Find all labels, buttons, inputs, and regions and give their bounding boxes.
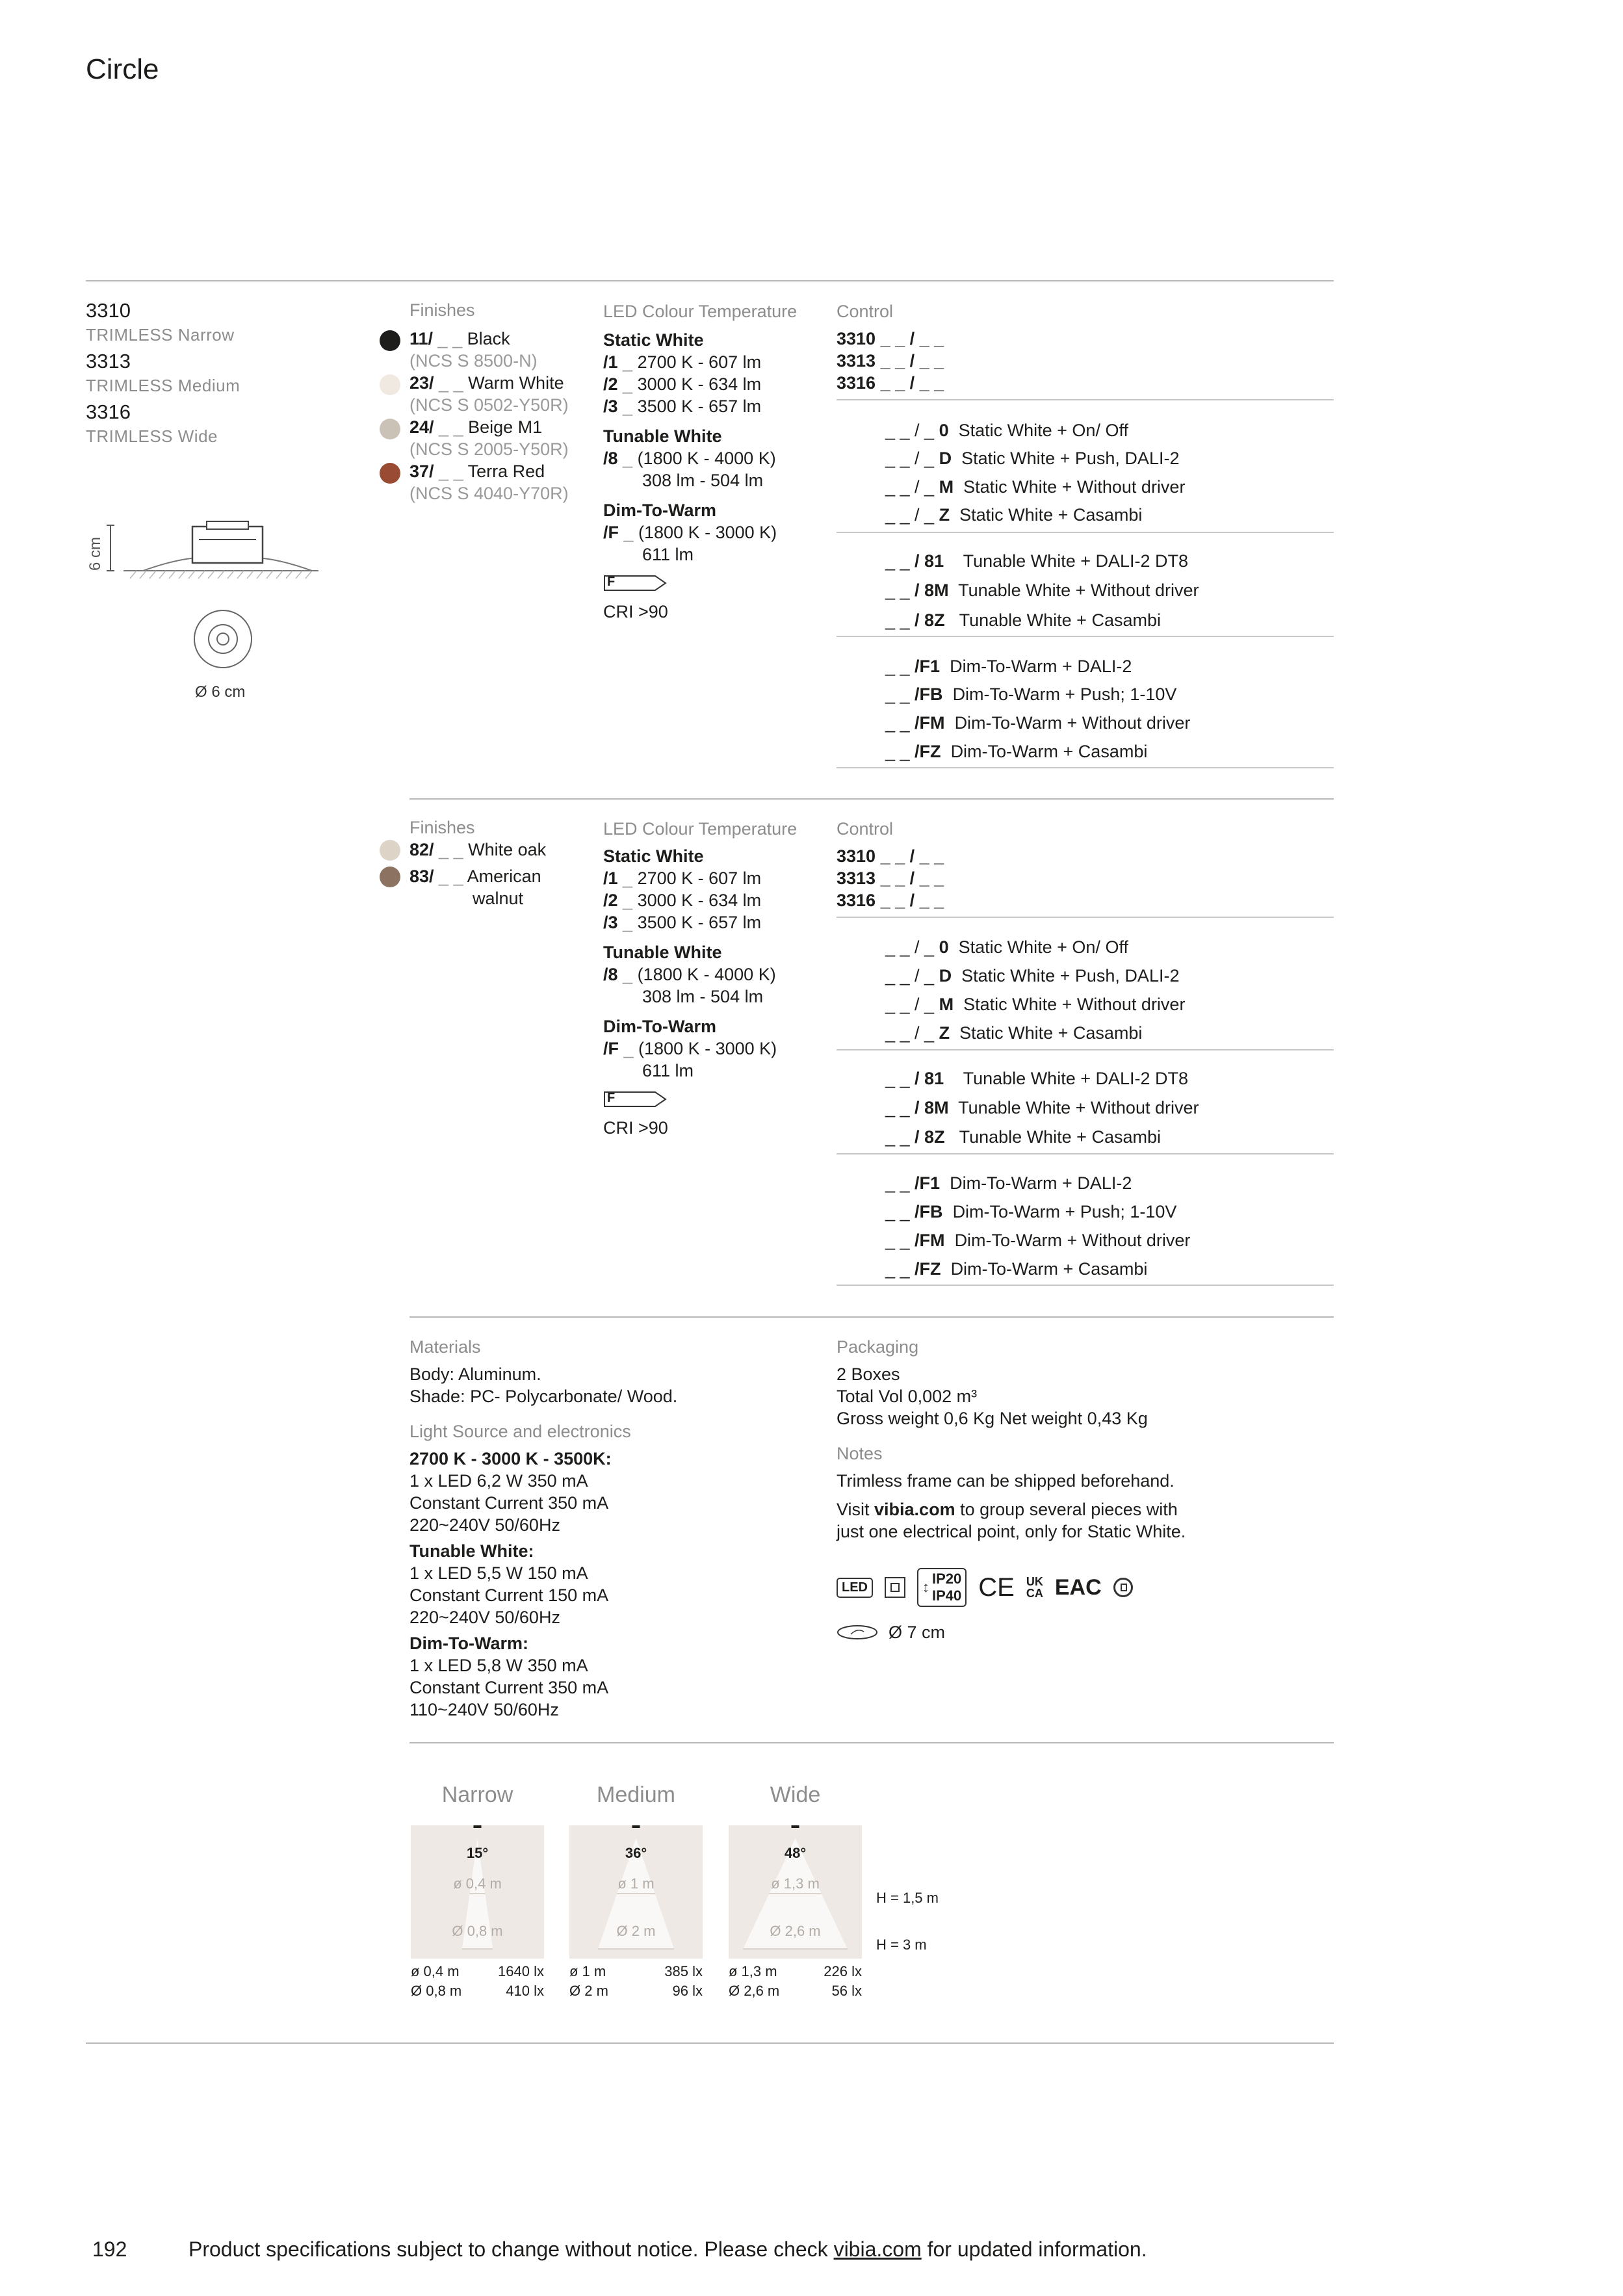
divider [86,2042,1334,2044]
control-title: Control [837,819,894,839]
divider [837,1153,1334,1155]
beam-row-diameter: Ø 2 m [569,1983,608,1999]
led-option: /3 _ 3500 K - 657 lm [603,397,762,416]
class-ii-icon [885,1577,905,1598]
light-line: 110~240V 50/60Hz [409,1700,559,1719]
finish-ncs: (NCS S 2005-Y50R) [409,439,569,459]
ukca-mark-icon: UK CA [1026,1575,1043,1600]
control-option: _ _ / _ M Static White + Without driver [885,995,1186,1014]
energy-class-icon: F [603,575,668,592]
beam-angle: 48° [784,1845,807,1861]
light-line: 1 x LED 5,5 W 150 mA [409,1563,588,1583]
finish-item: 82/ _ _ White oak [409,840,547,859]
light-source-title: Light Source and electronics [409,1422,631,1441]
packaging-weight: Gross weight 0,6 Kg Net weight 0,43 Kg [837,1409,1148,1428]
dim-to-warm-title: Dim-To-Warm [603,1017,716,1036]
height-label: 6 cm [86,536,104,571]
beam-row-lux: 1640 lx [498,1963,544,1979]
tunable-white-title: Tunable White [603,943,722,962]
packaging-volume: Total Vol 0,002 m³ [837,1387,978,1406]
finish-item: 23/ _ _ Warm White [409,373,564,393]
control-column [837,818,944,911]
beam-row-lux: 226 lx [824,1963,862,1979]
ce-mark-icon: CE [978,1572,1015,1602]
finish-swatch [380,419,400,439]
model-code: 3313 [86,350,131,372]
ip-rating-icon: ↕ IP20 IP40 [917,1568,967,1607]
beam-row-lux: 410 lx [506,1983,544,1999]
beam-row-diameter: Ø 0,8 m [411,1983,462,1999]
beam-diameter-1: ø 1 m [617,1875,655,1892]
led-option: /1 _ 2700 K - 607 lm [603,868,762,888]
finish-item: 24/ _ _ Beige M1 [409,417,543,437]
control-option: _ _ /FB Dim-To-Warm + Push; 1-10V [885,1202,1177,1221]
model-list [86,298,240,447]
led-lumen: 308 lm - 504 lm [642,471,764,490]
finish-item: 83/ _ _ American [409,867,541,886]
divider [409,798,1334,800]
control-code: 3316 _ _ / _ _ [837,373,944,393]
beam-row-lux: 96 lx [672,1983,703,1999]
control-option: _ _ / 8M Tunable White + Without driver [885,581,1199,600]
beam-angle: 36° [625,1845,647,1861]
control-column [837,300,944,394]
led-option: /F _ (1800 K - 3000 K) [603,1039,777,1058]
finish-ncs: (NCS S 0502-Y50R) [409,395,569,415]
divider [409,1742,1334,1743]
control-option: _ _ /FM Dim-To-Warm + Without driver [885,1231,1191,1250]
divider [837,1049,1334,1050]
led-option: /F _ (1800 K - 3000 K) [603,523,777,542]
light-line: 220~240V 50/60Hz [409,1515,560,1535]
finish-item: 37/ _ _ Terra Red [409,462,545,481]
eac-mark-icon: EAC [1054,1574,1102,1600]
control-option: _ _ / _ Z Static White + Casambi [885,1023,1143,1043]
control-option: _ _ / 81 Tunable White + DALI-2 DT8 [885,1069,1189,1088]
cutout-diameter: Ø 7 cm [889,1623,946,1642]
divider [837,917,1334,918]
control-code: 3310 _ _ / _ _ [837,846,944,866]
beam-title: Medium [597,1782,675,1807]
model-name: TRIMLESS Narrow [86,325,235,345]
led-lumen: 611 lm [642,1061,694,1080]
note-line: Trimless frame can be shipped beforehand. [837,1471,1175,1491]
divider [837,767,1334,768]
beam-row-lux: 385 lx [664,1963,703,1979]
model-code: 3310 [86,299,131,322]
control-code: 3310 _ _ / _ _ [837,329,944,348]
control-option: _ _ / _ 0 Static White + On/ Off [885,937,1128,957]
beam-diameter-2: Ø 2,6 m [770,1923,821,1939]
beam-row-diameter: ø 1,3 m [729,1963,777,1979]
finish-swatch [380,867,400,887]
divider [837,532,1334,533]
control-option: _ _ / _ M Static White + Without driver [885,477,1186,497]
light-group-title: Tunable White: [409,1541,534,1561]
beam-row-lux: 56 lx [831,1983,862,1999]
led-option: /8 _ (1800 K - 4000 K) [603,449,776,468]
notes-title: Notes [837,1444,883,1463]
product-top-drawing [192,608,254,670]
control-option: _ _ / 8Z Tunable White + Casambi [885,1127,1161,1147]
beam-diameter-1: ø 1,3 m [771,1875,820,1892]
finishes-title: Finishes [409,818,475,837]
light-line: 1 x LED 5,8 W 350 mA [409,1656,588,1675]
static-white-title: Static White [603,846,704,866]
beam-row-diameter: Ø 2,6 m [729,1983,780,1999]
finish-ncs: (NCS S 4040-Y70R) [409,484,569,503]
beam-row-diameter: ø 1 m [569,1963,606,1979]
page-number: 192 [92,2237,127,2261]
footer-link[interactable]: vibia.com [833,2237,922,2261]
page-title: Circle [86,53,159,85]
led-title: LED Colour Temperature [603,302,798,321]
finish-swatch [380,840,400,861]
light-group-title: Dim-To-Warm: [409,1634,528,1653]
control-option: _ _ / _ Z Static White + Casambi [885,505,1143,525]
cri-value: CRI >90 [603,1118,668,1138]
light-line: Constant Current 350 mA [409,1678,609,1697]
led-icon: LED [837,1578,873,1598]
finish-item: 11/ _ _ Black [409,329,510,348]
led-option: /2 _ 3000 K - 634 lm [603,374,762,394]
control-code: 3316 _ _ / _ _ [837,891,944,910]
control-option: _ _ / _ 0 Static White + On/ Off [885,421,1128,440]
control-option: _ _ /FM Dim-To-Warm + Without driver [885,713,1191,733]
finish-swatch [380,330,400,351]
product-side-drawing [84,514,331,592]
control-code: 3313 _ _ / _ _ [837,351,944,371]
finish-ncs: (NCS S 8500-N) [409,351,538,371]
control-option: _ _ / _ D Static White + Push, DALI-2 [885,449,1180,468]
led-option: /8 _ (1800 K - 4000 K) [603,965,776,984]
certification-icons [837,1568,1133,1607]
led-lumen: 308 lm - 504 lm [642,987,764,1006]
finish-item-cont: walnut [473,889,524,908]
led-option: /3 _ 3500 K - 657 lm [603,913,762,932]
model-name: TRIMLESS Medium [86,376,240,395]
divider [837,399,1334,400]
height-2-label: H = 3 m [876,1937,927,1953]
materials-body: Body: Aluminum. [409,1364,541,1384]
control-option: _ _ /F1 Dim-To-Warm + DALI-2 [885,657,1132,676]
led-colour-column [603,818,818,1139]
control-option: _ _ / 81 Tunable White + DALI-2 DT8 [885,551,1189,571]
light-line: 1 x LED 6,2 W 350 mA [409,1471,588,1491]
diameter-label: Ø 6 cm [195,683,246,701]
materials-shade: Shade: PC- Polycarbonate/ Wood. [409,1387,678,1406]
led-option: /2 _ 3000 K - 634 lm [603,891,762,910]
control-code: 3313 _ _ / _ _ [837,868,944,888]
light-line: Constant Current 150 mA [409,1585,609,1605]
light-line: Constant Current 350 mA [409,1493,609,1513]
packaging-block [837,1336,1331,1543]
dim-to-warm-title: Dim-To-Warm [603,501,716,520]
materials-title: Materials [409,1337,481,1357]
finish-swatch [380,374,400,395]
divider [837,636,1334,637]
recycle-icon [1113,1578,1133,1597]
led-colour-column [603,300,818,623]
beam-diameter-2: Ø 2 m [616,1923,656,1939]
finish-swatch [380,463,400,484]
vibia-link[interactable]: vibia.com [874,1500,955,1519]
cri-value: CRI >90 [603,602,668,621]
control-option: _ _ / 8M Tunable White + Without driver [885,1098,1199,1117]
control-option: _ _ /FB Dim-To-Warm + Push; 1-10V [885,685,1177,704]
divider [409,1316,1334,1318]
light-line: 220~240V 50/60Hz [409,1608,560,1627]
beam-row-diameter: ø 0,4 m [411,1963,460,1979]
footer-text: Product specifications subject to change without notice. Please check vibia.com for updated information. [188,2237,1147,2261]
packaging-boxes: 2 Boxes [837,1364,900,1384]
note-line: Visit vibia.com to group several pieces with [837,1500,1178,1519]
divider [837,1285,1334,1286]
beam-diameter-2: Ø 0,8 m [452,1923,503,1939]
model-name: TRIMLESS Wide [86,426,218,446]
control-option: _ _ / _ D Static White + Push, DALI-2 [885,966,1180,985]
control-title: Control [837,302,894,321]
finishes-title: Finishes [409,300,475,320]
control-option: _ _ /F1 Dim-To-Warm + DALI-2 [885,1173,1132,1193]
control-option: _ _ /FZ Dim-To-Warm + Casambi [885,742,1148,761]
cutout-row [837,1621,945,1643]
tunable-white-title: Tunable White [603,426,722,446]
control-option: _ _ /FZ Dim-To-Warm + Casambi [885,1259,1148,1279]
control-option: _ _ / 8Z Tunable White + Casambi [885,610,1161,630]
energy-class-icon: F [603,1091,668,1108]
beam-title: Wide [770,1782,821,1807]
height-1-label: H = 1,5 m [876,1890,939,1906]
divider [86,280,1334,281]
led-option: /1 _ 2700 K - 607 lm [603,352,762,372]
ceiling-cutout-icon [837,1624,878,1641]
led-title: LED Colour Temperature [603,819,798,839]
static-white-title: Static White [603,330,704,350]
beam-angle: 15° [466,1845,489,1861]
beam-diameter-1: ø 0,4 m [453,1875,502,1892]
packaging-title: Packaging [837,1337,919,1357]
led-lumen: 611 lm [642,545,694,564]
model-code: 3316 [86,400,131,423]
note-line: just one electrical point, only for Static White. [837,1522,1186,1541]
light-group-title: 2700 K - 3000 K - 3500K: [409,1449,612,1468]
beam-title: Narrow [441,1782,513,1807]
materials-block [409,1336,812,1721]
